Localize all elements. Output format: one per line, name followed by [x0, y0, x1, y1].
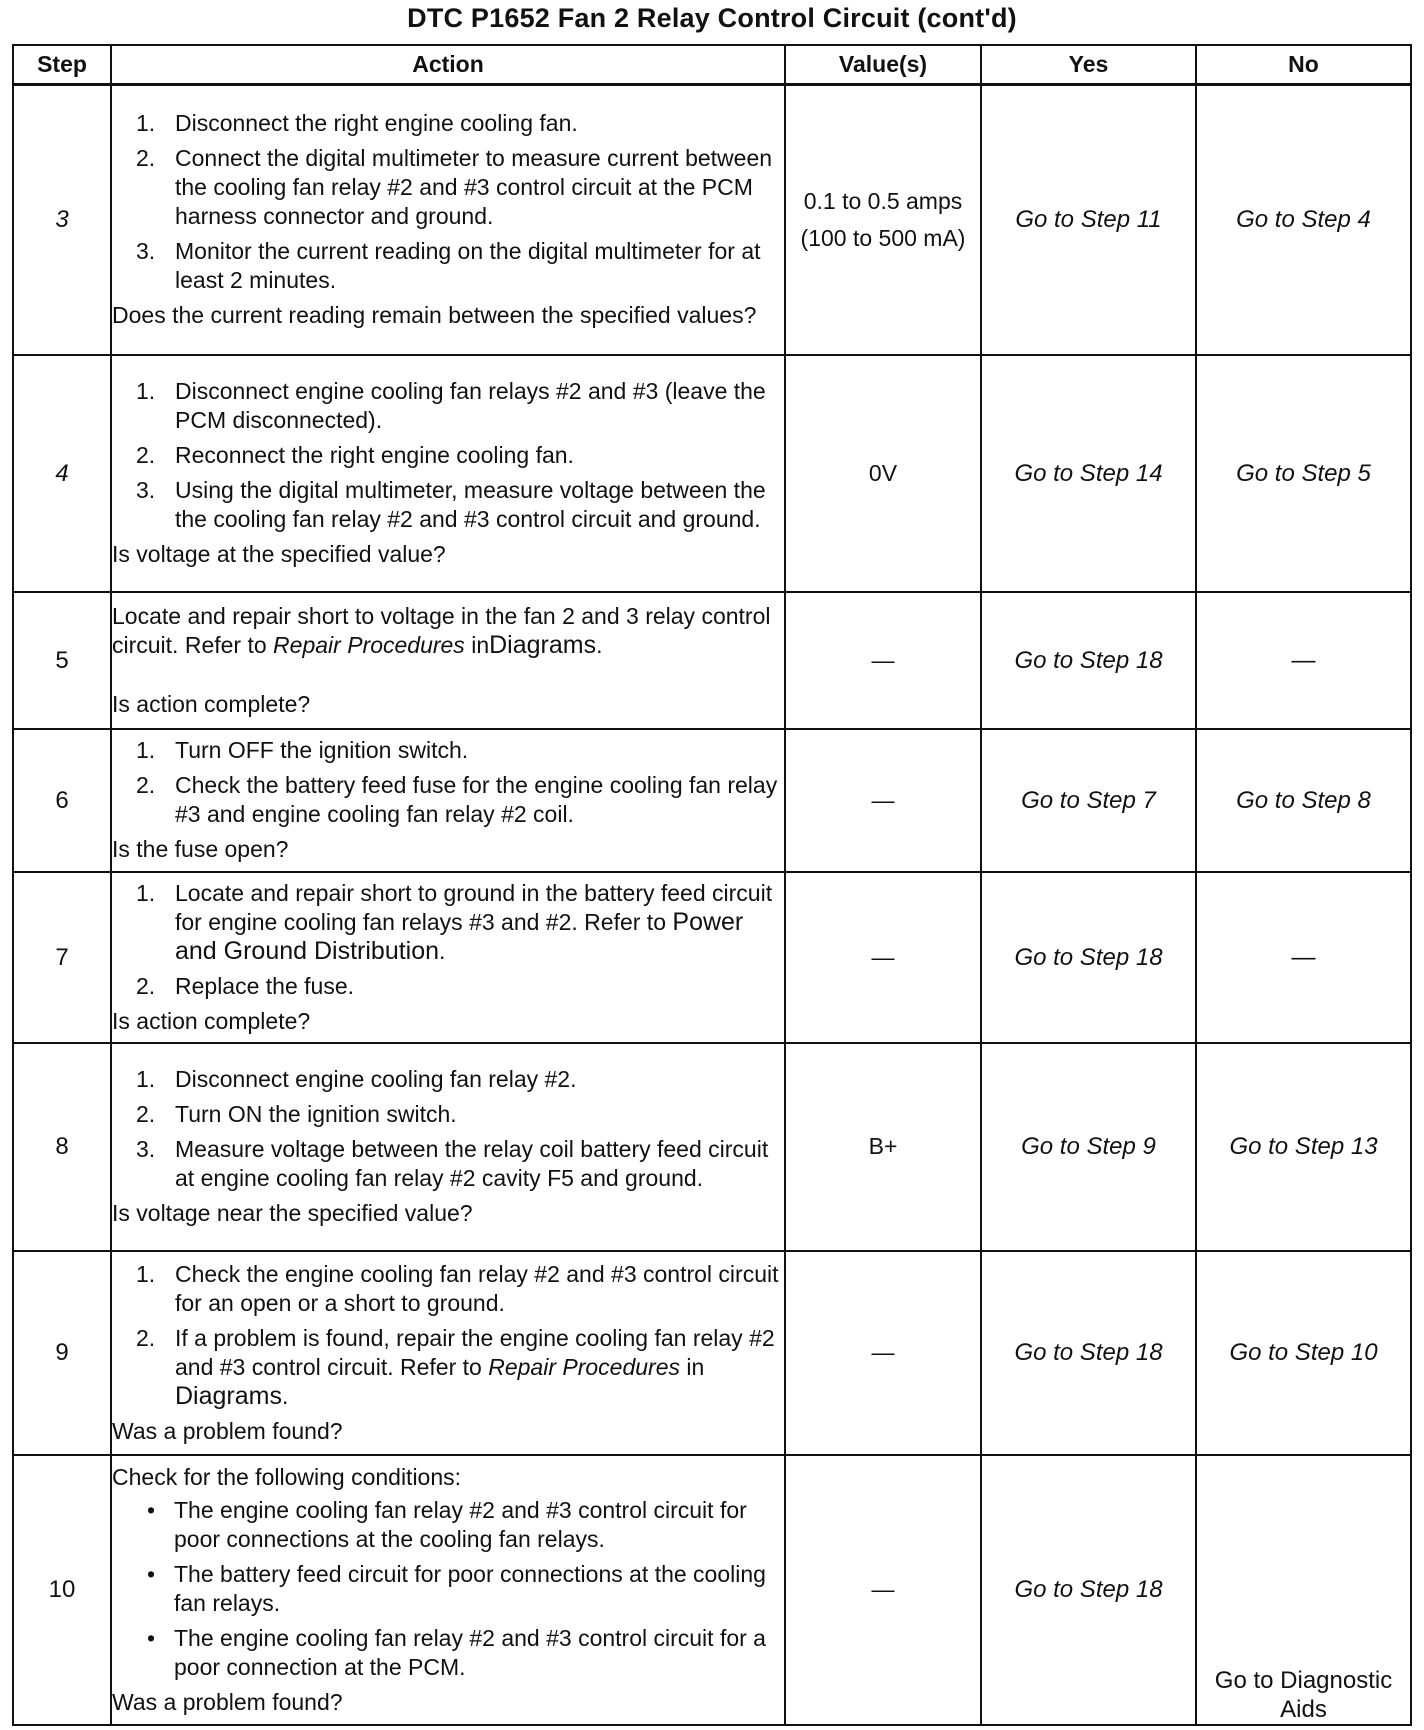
action-step: [112, 144, 784, 231]
yes-cell: Go to Step 18: [981, 592, 1196, 729]
action-question: Is action complete?: [112, 690, 311, 717]
step-number: 7: [13, 872, 111, 1043]
header-yes: Yes: [981, 45, 1196, 85]
step-index: 2.: [136, 1101, 156, 1127]
yes-cell: Go to Step 18: [981, 1251, 1196, 1455]
table-row-step-5: [13, 592, 1411, 729]
no-cell: —: [1196, 592, 1411, 729]
value-cell: —: [785, 1251, 981, 1455]
value-cell: [785, 85, 981, 355]
step-index: 2.: [136, 972, 156, 999]
step-index: 2.: [136, 145, 156, 172]
step-text: .: [439, 937, 446, 964]
step-text: Disconnect engine cooling fan relay #2.: [175, 1066, 577, 1092]
step-text: Monitor the current reading on the digital multimeter for at least 2 minutes.: [175, 238, 761, 294]
action-cell: [111, 1455, 785, 1725]
step-text: Check the engine cooling fan relay #2 and #3 control circuit for an open or a short to ground.: [175, 1260, 779, 1316]
header-action: Action: [111, 45, 785, 85]
action-step: [112, 1135, 784, 1193]
action-step: [112, 1065, 784, 1094]
step-text: Disconnect engine cooling fan relays #2 and #3 (leave the PCM disconnected).: [175, 378, 766, 433]
action-text-part: .: [596, 631, 603, 658]
no-cell: Go to Step 10: [1196, 1251, 1411, 1455]
no-cell: —: [1196, 872, 1411, 1043]
action-steps: [112, 736, 784, 829]
action-intro: Check for the following conditions:: [112, 1463, 462, 1490]
action-text-part: Locate and repair short to voltage in the fan 2 and 3 relay control circuit. Refer to: [112, 602, 771, 658]
action-steps: [112, 377, 784, 534]
action-step: [112, 1100, 784, 1129]
value-line: 0.1 to 0.5 amps: [803, 187, 963, 214]
table-row-step-7: [13, 872, 1411, 1043]
condition-item: • The engine cooling fan relay #2 and #3 control circuit for a poor connection at the PCM.: [112, 1624, 784, 1682]
step-number: 5: [13, 592, 111, 729]
action-step: [112, 1324, 784, 1411]
value-cell: B+: [785, 1043, 981, 1251]
action-steps: [112, 109, 784, 295]
no-cell: Go to Step 4: [1196, 85, 1411, 355]
action-step: [112, 377, 784, 435]
yes-cell: Go to Step 9: [981, 1043, 1196, 1251]
step-index: 1.: [136, 737, 156, 763]
step-text: Disconnect the right engine cooling fan.: [175, 110, 578, 137]
power-ground-ref: Power and Ground Distribution: [175, 907, 744, 965]
step-number: 8: [13, 1043, 111, 1251]
step-text: Check the battery feed fuse for the engine cooling fan relay #3 and engine cooling fan relay #2 coil.: [175, 772, 778, 827]
value-cell: —: [785, 1455, 981, 1725]
action-cell: [111, 85, 785, 355]
value-cell: —: [785, 729, 981, 872]
table-row-step-6: [13, 729, 1411, 872]
no-line: Aids: [1280, 1695, 1327, 1723]
value-cell: —: [785, 872, 981, 1043]
action-step: [112, 736, 784, 765]
step-index: 2.: [136, 1324, 156, 1351]
no-line: Go to Diagnostic: [1214, 1666, 1393, 1694]
step-number: 10: [13, 1455, 111, 1725]
step-index: 1.: [136, 1066, 156, 1092]
step-index: 1.: [136, 378, 156, 404]
diagnostic-table: [12, 44, 1412, 1726]
yes-cell: Go to Step 18: [981, 872, 1196, 1043]
action-question: Is action complete?: [112, 1007, 311, 1034]
action-question: Was a problem found?: [112, 1688, 343, 1715]
action-cell: [111, 355, 785, 592]
repair-procedures-ref: Repair Procedures: [273, 631, 465, 658]
action-step: [112, 109, 784, 138]
value-cell: 0V: [785, 355, 981, 592]
step-index: 1.: [136, 879, 156, 906]
value-line: (100 to 500 mA): [800, 224, 966, 251]
step-number: 6: [13, 729, 111, 872]
page-title: DTC P1652 Fan 2 Relay Control Circuit (cont'd): [407, 3, 1017, 33]
step-text: Replace the fuse.: [175, 972, 355, 999]
step-index: 1.: [136, 1260, 156, 1287]
step-text: .: [281, 1382, 289, 1409]
step-index: 3.: [136, 1136, 156, 1162]
action-question: Is voltage at the specified value?: [112, 541, 446, 567]
no-cell: Go to Step 13: [1196, 1043, 1411, 1251]
action-steps: [112, 1065, 784, 1193]
repair-procedures-ref: Repair Procedures: [488, 1353, 680, 1380]
action-question: Was a problem found?: [112, 1417, 343, 1444]
step-index: 3.: [136, 238, 156, 265]
action-step: [112, 441, 784, 470]
step-index: 1.: [136, 110, 156, 137]
step-text: Turn ON the ignition switch.: [175, 1101, 457, 1127]
step-text: Locate and repair short to ground in the battery feed circuit for engine cooling fan relays #3 and #2. Refer to: [175, 879, 773, 935]
condition-item: • The battery feed circuit for poor connections at the cooling fan relays.: [112, 1560, 784, 1618]
action-cell: [111, 872, 785, 1043]
header-values: Value(s): [785, 45, 981, 85]
step-number: 4: [13, 355, 111, 592]
no-cell: Go to Step 8: [1196, 729, 1411, 872]
step-text: Connect the digital multimeter to measure current between the cooling fan relay #2 and #3 control circuit at the PCM harness connector and ground.: [175, 145, 773, 230]
action-text: [112, 602, 784, 660]
action-question: Is voltage near the specified value?: [112, 1200, 473, 1226]
step-text: in: [686, 1353, 705, 1380]
table-row-step-4: [13, 355, 1411, 592]
action-step: [112, 1260, 784, 1318]
action-question: Does the current reading remain between the specified values?: [112, 302, 757, 329]
step-index: 2.: [136, 442, 156, 468]
step-number: 9: [13, 1251, 111, 1455]
action-cell: [111, 1251, 785, 1455]
table-row-step-9: [13, 1251, 1411, 1455]
action-step: [112, 771, 784, 829]
action-steps: [112, 1260, 784, 1411]
value-cell: —: [785, 592, 981, 729]
table-row-step-8: [13, 1043, 1411, 1251]
step-index: 2.: [136, 772, 156, 798]
action-step: [112, 972, 784, 1001]
action-step: [112, 879, 784, 966]
step-number: 3: [13, 85, 111, 355]
diagrams-ref: Diagrams: [489, 630, 597, 659]
action-cell: [111, 729, 785, 872]
step-index: 3.: [136, 477, 156, 503]
table-row-step-3: [13, 85, 1411, 355]
header-step: Step: [13, 45, 111, 85]
action-question: Is the fuse open?: [112, 836, 289, 862]
action-steps: [112, 879, 784, 1001]
step-text: If a problem is found, repair the engine cooling fan relay #2 and #3 control circuit. Refer to: [175, 1324, 775, 1380]
step-text: Measure voltage between the relay coil battery feed circuit at engine cooling fan relay #2 cavity F5 and ground.: [175, 1136, 769, 1191]
condition-item: • The engine cooling fan relay #2 and #3 control circuit for poor connections at the cooling fan relays.: [112, 1496, 784, 1554]
yes-cell: Go to Step 11: [981, 85, 1196, 355]
yes-cell: Go to Step 18: [981, 1455, 1196, 1725]
diagrams-ref: Diagrams: [175, 1381, 282, 1410]
yes-cell: Go to Step 14: [981, 355, 1196, 592]
yes-cell: Go to Step 7: [981, 729, 1196, 872]
step-text: Reconnect the right engine cooling fan.: [175, 442, 574, 468]
action-cell: [111, 592, 785, 729]
action-text-part: in: [471, 631, 490, 658]
action-step: [112, 237, 784, 295]
header-no: No: [1196, 45, 1411, 85]
table-header-row: [13, 45, 1411, 85]
step-text: Turn OFF the ignition switch.: [175, 737, 469, 763]
step-text: Using the digital multimeter, measure voltage between the the cooling fan relay #2 and #3 control circuit and ground.: [175, 477, 766, 532]
table-row-step-10: [13, 1455, 1411, 1725]
no-cell: Go to Step 5: [1196, 355, 1411, 592]
action-cell: [111, 1043, 785, 1251]
action-step: [112, 476, 784, 534]
no-cell: [1196, 1455, 1411, 1725]
condition-list: [112, 1496, 784, 1682]
